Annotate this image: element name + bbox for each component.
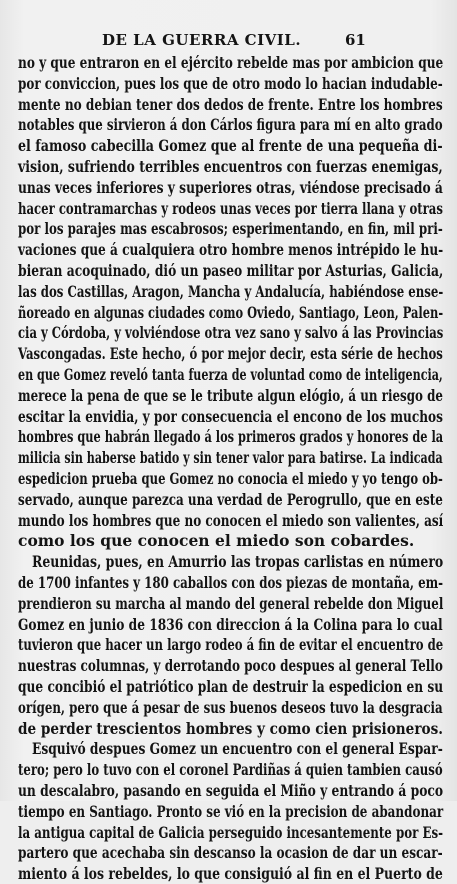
text-line-content: notables que sirvieron á don Cárlos figura para mí en alto grado: [18, 115, 443, 135]
text-line-content: tiempo en Santiago. Pronto se vió en la precision de abandonar: [18, 801, 444, 821]
text-line-content: Vascongadas. Este hecho, ó por mejor decir, esta série de hechos: [18, 344, 443, 364]
text-line: [0, 281, 457, 302]
header-title: DE LA GUERRA CIVIL.: [102, 31, 302, 49]
text-line: [0, 676, 457, 697]
text-line: [0, 863, 457, 884]
text-line: [0, 52, 457, 73]
text-line-content: las dos Castillas, Aragon, Mancha y Andalucía, habiéndose ense-: [18, 281, 444, 301]
text-line: [0, 718, 457, 739]
running-header: [0, 31, 457, 51]
text-line: [0, 738, 457, 759]
text-line-content: cia y Córdoba, y volviéndose otra vez sano y salvo á las Provincias: [18, 323, 444, 343]
text-line: [0, 218, 457, 239]
text-line-content: prendieron su marcha al mando del general rebelde don Miguel: [18, 593, 444, 613]
text-line: [0, 302, 457, 323]
text-line: [0, 593, 457, 614]
text-line-content: partero que acechaba sin descanso la ocasion de dar un escar-: [18, 843, 443, 863]
text-line-content: ñoreado en algunas ciudades como Oviedo, Santiago, Leon, Palen-: [18, 302, 444, 322]
text-line-content: milicia sin haberse batido y sin tener valor para batirse. La indicada: [18, 448, 443, 468]
text-line-content: por los parajes mas escabrosos; esperimentando, en fin, mil pri-: [18, 219, 443, 239]
text-line-content: orígen, pero que á pesar de sus buenos deseos tuvo la desgracia: [18, 697, 443, 717]
text-line: [0, 655, 457, 676]
text-line-content: por conviccion, pues los que de otro modo lo hacian indudable-: [18, 73, 443, 93]
text-line-content: el famoso cabecilla Gomez que al frente de una pequeña di-: [18, 136, 443, 156]
text-line: [0, 322, 457, 343]
text-line-content: Gomez en junio de 1836 con direccion á la Colina para lo cual: [18, 614, 443, 634]
text-line: [0, 614, 457, 635]
text-line: [0, 510, 457, 531]
text-line-content: un descalabro, pasando en seguida el Miño y entrando á poco: [18, 781, 444, 800]
text-line: [0, 842, 457, 863]
text-line: [0, 198, 457, 219]
text-line: [0, 447, 457, 468]
text-line: [0, 135, 457, 156]
text-line: [0, 759, 457, 780]
text-line: [0, 343, 457, 364]
text-line: [0, 364, 457, 385]
text-line: [0, 468, 457, 489]
text-line-content: tero; pero lo tuvo con el coronel Pardiñas á quien tambien causó: [18, 760, 443, 780]
text-line-content: hacer contramarchas y rodeos unas veces por tierra llana y otras: [18, 198, 443, 218]
text-line-content: Reunidas, pues, en Amurrio las tropas carlistas en número: [32, 552, 444, 572]
text-line-content: vaciones que á cualquiera otro hombre menos intrépido le hu-: [18, 240, 444, 260]
text-line: [0, 822, 457, 843]
text-line-content: unas veces inferiores y superiores otras, viéndose precisado á: [18, 177, 443, 197]
text-line: [0, 780, 457, 801]
text-line: [0, 177, 457, 198]
text-line-content: merece la pena de que se le tribute algun elógio, á un riesgo de: [18, 385, 443, 405]
text-line-content: hombres que habrán llegado á los primeros grados y honores de la: [18, 427, 444, 447]
text-line: [0, 94, 457, 115]
page-number: 61: [345, 31, 366, 49]
text-line: [0, 572, 457, 593]
text-line: [0, 156, 457, 177]
text-line-content: miento á los rebeldes, lo que consiguió al fin en el Puerto de: [18, 864, 443, 884]
text-line-content: de 1700 infantes y 180 caballos con dos piezas de montaña, em-: [18, 573, 444, 592]
text-line-content: la antigua capital de Galicia perseguido incesantemente por Es-: [18, 822, 444, 842]
text-line-content: como los que conocen el miedo son cobardes.: [18, 531, 415, 551]
text-line: [0, 530, 457, 551]
text-line-content: Esquivó despues Gomez un encuentro con el general Espar-: [32, 739, 443, 759]
text-line: [0, 385, 457, 406]
text-line: [0, 489, 457, 510]
text-line-content: espedicion prueba que Gomez no conocia el miedo y yo tengo ob-: [18, 469, 443, 488]
text-line-content: de perder trescientos hombres y como cien prisioneros.: [18, 718, 443, 738]
text-line-content: en que Gomez reveló tanta fuerza de voluntad como de inteligencia,: [18, 365, 443, 384]
text-line-content: mente no debian tener dos dedos de frente. Entre los hombres: [18, 94, 443, 114]
text-line-content: nuestras columnas, y derrotando poco despues al general Tello: [18, 656, 443, 676]
text-line: [0, 260, 457, 281]
text-line-content: escitar la envidia, y por consecuencia el encono de los muchos: [18, 406, 443, 426]
text-line: [0, 697, 457, 718]
text-line-content: no y que entraron en el ejército rebelde mas por ambicion que: [18, 53, 444, 72]
text-line-content: servado, aunque parezca una verdad de Perogrullo, que en este: [18, 489, 443, 509]
text-line: [0, 426, 457, 447]
text-line-content: vision, sufriendo terribles encuentros con fuerzas enemigas,: [18, 157, 443, 176]
text-line-content: que concibió el patriótico plan de destruir la espedicion en su: [18, 677, 444, 696]
text-line: [0, 551, 457, 572]
text-line: [0, 634, 457, 655]
text-line: [0, 114, 457, 135]
text-line-content: mundo los hombres que no conocen el miedo son valientes, así: [18, 510, 444, 530]
text-line: [0, 73, 457, 94]
text-line-content: bieran acoquinado, dió un paseo militar por Asturias, Galicia,: [18, 261, 444, 280]
text-line-content: tuvieron que hacer un largo rodeo á fin de evitar el encuentro de: [18, 635, 444, 655]
text-line: [0, 239, 457, 260]
text-line: [0, 801, 457, 822]
text-line: [0, 406, 457, 427]
